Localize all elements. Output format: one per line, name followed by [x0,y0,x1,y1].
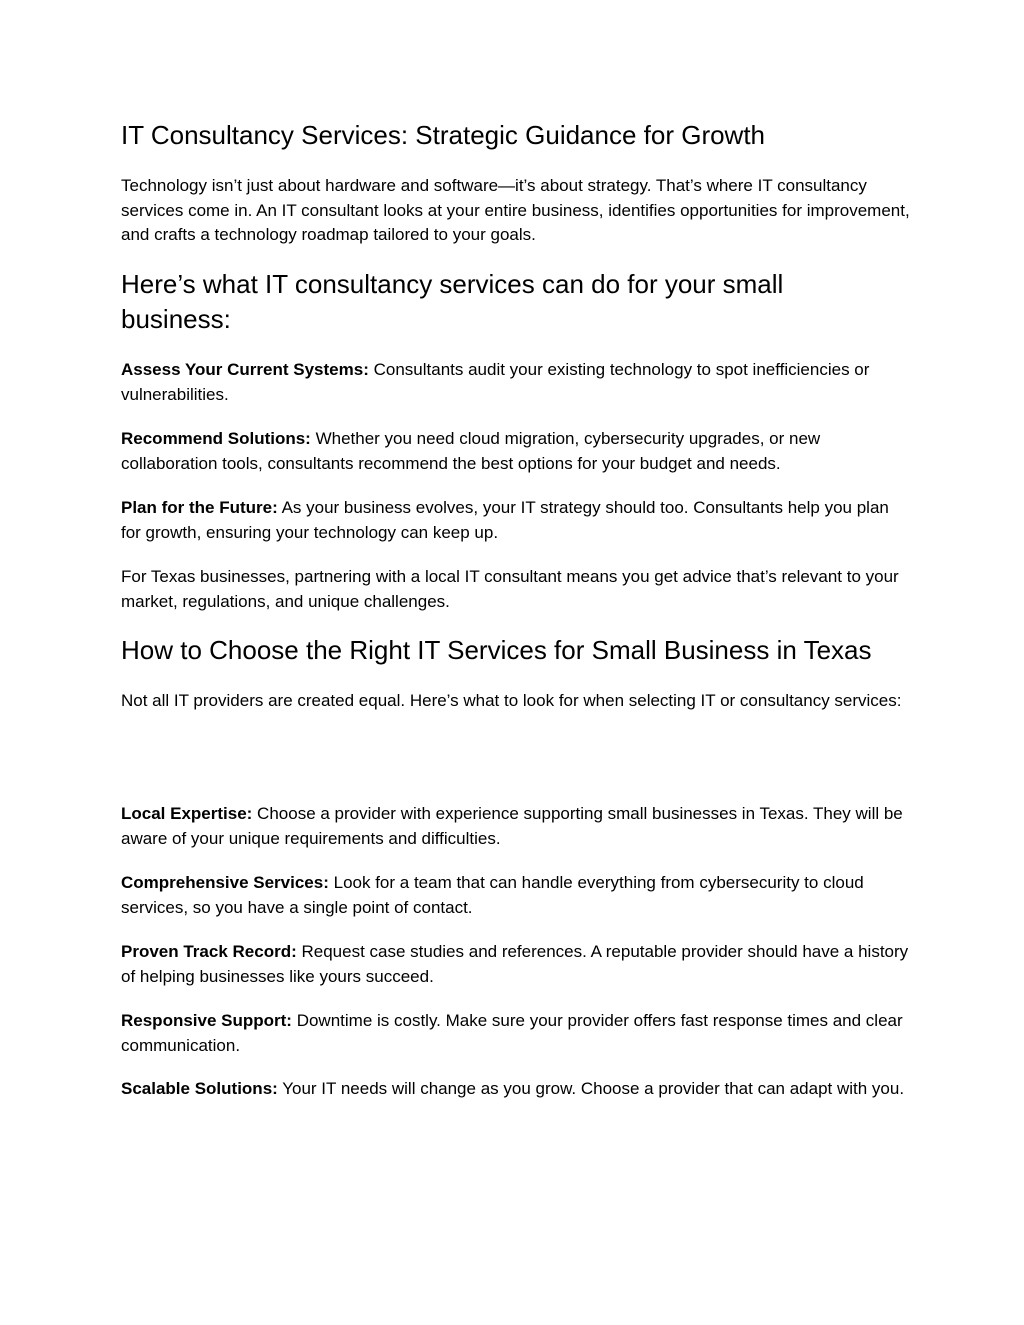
item-text: Consultants audit your existing technology to spot inefficiencies or vulnerabilities. [121,360,870,404]
item-text: Your IT needs will change as you grow. Choose a provider that can adapt with you. [277,1079,905,1098]
item-text: Whether you need cloud migration, cybersecurity upgrades, or new collaboration tools, consultants recommend the best options for your budget and needs. [121,429,821,473]
section-2-item [121,802,911,851]
item-label: Plan for the Future: [121,498,278,517]
section-1-item-paragraph [121,358,911,407]
section-2-intro-paragraph: Not all IT providers are created equal. Here’s what to look for when selecting IT or consultancy services: [121,691,902,710]
section-1-heading: Here’s what IT consultancy services can do for your small business: [121,269,784,334]
section-1-heading-block [121,267,911,337]
section-1-item [121,358,911,407]
intro-paragraph: Technology isn’t just about hardware and software—it’s about strategy. That’s where IT consultancy services come in. An IT consultant looks at your entire business, identifies opportunities for improvement, and crafts a technology roadmap tailored to your goals. [121,176,910,244]
item-text: Look for a team that can handle everything from cybersecurity to cloud services, so you have a single point of contact. [121,873,864,917]
section-2-heading-block [121,633,911,668]
item-label: Local Expertise: [121,804,253,823]
section-1-closing-block [121,565,911,614]
section-2-intro-block [121,689,911,714]
section-1-item [121,427,911,476]
section-2-item [121,1077,911,1102]
item-label: Comprehensive Services: [121,873,329,892]
section-2-heading: How to Choose the Right IT Services for Small Business in Texas [121,635,872,665]
item-text: Request case studies and references. A reputable provider should have a history of helping businesses like yours succeed. [121,942,909,986]
section-2-item [121,1009,911,1058]
section-1-item-paragraph [121,427,911,476]
section-2-item-paragraph [121,871,911,920]
intro-paragraph-block [121,174,911,248]
section-2-item [121,940,911,989]
section-2-item-paragraph [121,802,911,851]
section-1-item-paragraph [121,496,911,545]
section-2-item-paragraph [121,1009,911,1058]
section-1-closing-paragraph: For Texas businesses, partnering with a local IT consultant means you get advice that’s relevant to your market, regulations, and unique challenges. [121,567,899,611]
item-text: As your business evolves, your IT strategy should too. Consultants help you plan for growth, ensuring your technology can keep up. [121,498,889,542]
section-2-item [121,871,911,920]
item-text: Choose a provider with experience supporting small businesses in Texas. They will be aware of your unique requirements and difficulties. [121,804,903,848]
section-2-item-paragraph [121,1077,911,1102]
section-2-item-paragraph [121,940,911,989]
item-label: Proven Track Record: [121,942,297,961]
item-label: Assess Your Current Systems: [121,360,369,379]
item-label: Scalable Solutions: [121,1079,278,1098]
item-label: Recommend Solutions: [121,429,311,448]
section-1-item [121,496,911,545]
page-title: IT Consultancy Services: Strategic Guidance for Growth [121,120,766,150]
item-text: Downtime is costly. Make sure your provider offers fast response times and clear communication. [121,1011,903,1055]
item-label: Responsive Support: [121,1011,292,1030]
